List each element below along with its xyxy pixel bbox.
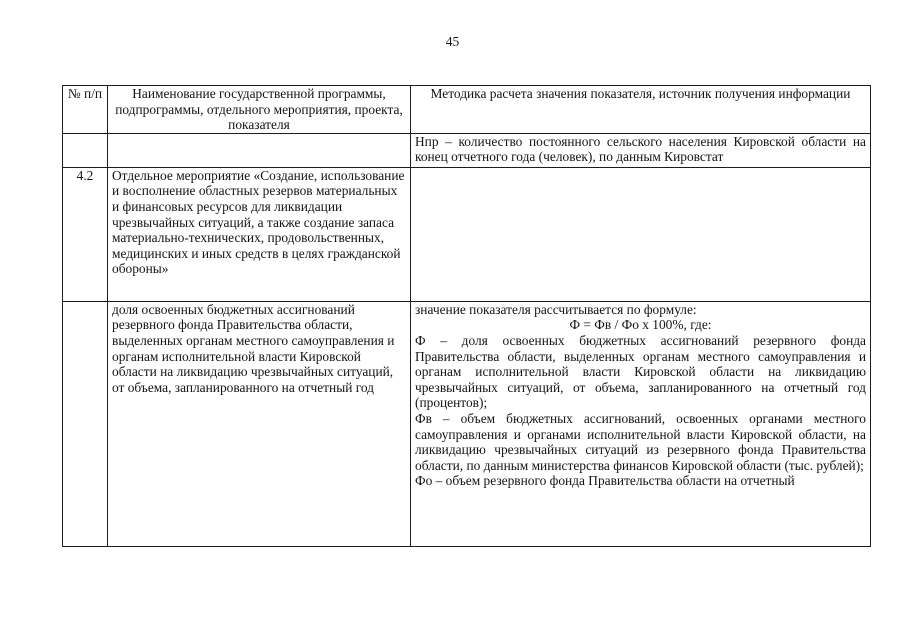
method-definition-f: Ф – доля освоенных бюджетных ассигнований резервного фонда Правительства области, выделенных органам местного самоуправления и органам исполнительной власти Кировской области на ликвидацию чрезвычайных ситуаций, от объема, запланированного на отчетный год (процентов);	[415, 332, 866, 411]
row-number: 4.2	[63, 167, 108, 301]
table-row	[63, 167, 871, 301]
table-row	[63, 133, 871, 167]
method-formula: Ф = Фв / Фо х 100%, где:	[569, 317, 712, 333]
method-definition-fv: Фв – объем бюджетных ассигнований, освоенных органами местного самоуправления и органами исполнительной власти Кировской области, на ликвидацию чрезвычайных ситуаций из резервного фонда Правительства области, по данным министерства финансов Кировской области (тыс. рублей);	[415, 410, 866, 473]
methodology-table	[62, 85, 871, 547]
header-number: № п/п	[63, 86, 108, 134]
row-name: Отдельное мероприятие «Создание, использование и восполнение областных резервов материальных и финансовых ресурсов для ликвидации чрезвычайных ситуаций, а также создание запаса материально-технических, продовольственных, медицинских и иных средств в целях гражданской обороны»	[108, 167, 411, 301]
method-definition-fo: Фо – объем резервного фонда Правительства области на отчетный	[415, 473, 795, 489]
row-method	[411, 301, 871, 546]
table-row	[63, 301, 871, 546]
row-number	[63, 301, 108, 546]
row-method	[411, 167, 871, 301]
row-number	[63, 133, 108, 167]
method-intro: значение показателя рассчитывается по формуле:	[415, 301, 697, 317]
header-method: Методика расчета значения показателя, источник получения информации	[411, 86, 871, 134]
row-method: Нпр – количество постоянного сельского населения Кировской области на конец отчетного года (человек), по данным Кировстат	[411, 133, 871, 167]
page-number: 45	[445, 34, 460, 49]
row-name: доля освоенных бюджетных ассигнований резервного фонда Правительства области, выделенных органам местного самоуправления и органам исполнительной власти Кировской области на ликвидацию чрезвычайных ситуаций, от объема, запланированного на отчетный год	[108, 301, 411, 546]
row-name	[108, 133, 411, 167]
table-header-row	[63, 86, 871, 134]
header-name: Наименование государственной программы, подпрограммы, отдельного мероприятия, проекта, показателя	[108, 86, 411, 134]
